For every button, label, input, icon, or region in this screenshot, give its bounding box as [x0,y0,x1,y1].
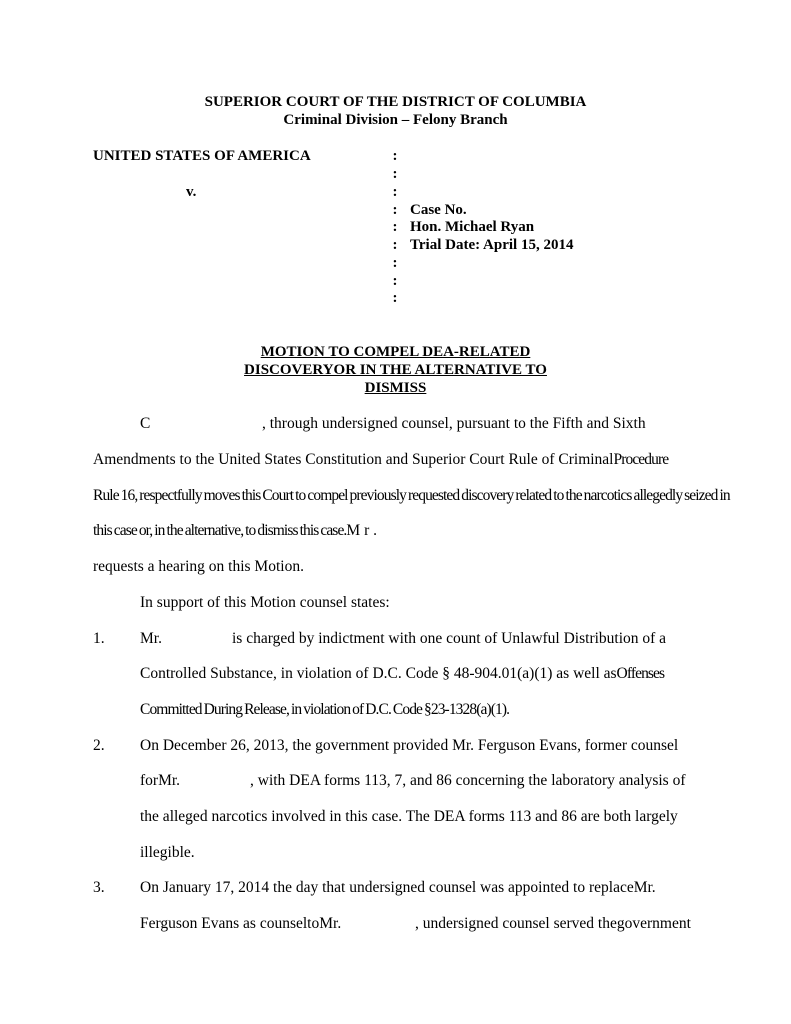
court-division: Criminal Division – Felony Branch [283,112,508,128]
item-2-line-3: the alleged narcotics involved in this case. The DEA forms 113 and 86 are both largely [140,808,678,825]
intro-line-2-compressed: Procedure [613,451,669,468]
caption-colon: : [392,184,398,200]
court-name: SUPERIOR COURT OF THE DISTRICT OF COLUMBIA [204,94,587,110]
caption-colon: : [392,237,398,253]
item-1-line-2 [140,665,664,683]
item-2-formr: forMr. [140,772,181,789]
item-1-line-2-text: Controlled Substance, in violation of D.C. Code § 48-904.01(a)(1) as well as [140,665,617,682]
caption-colon: : [392,219,398,235]
item-1-line-1: is charged by indictment with one count of Unlawful Distribution of a [232,630,667,647]
caption-colon: : [392,202,398,218]
item-2-line-1: On December 26, 2013, the government provided Mr. Ferguson Evans, former counsel [140,737,679,754]
item-2-line-4: illegible. [140,844,195,861]
item-number: 1. [93,630,105,647]
item-2-line-2: , with DEA forms 113, 7, and 86 concerning the laboratory analysis of [250,772,686,789]
motion-title-line-3: DISMISS [364,380,427,396]
versus-label: v. [186,184,197,200]
caption-colon: : [392,273,398,289]
item-3-line-2-end: , undersigned counsel served thegovernment [415,915,691,932]
motion-title-line-2: DISCOVERYOR IN THE ALTERNATIVE TO [244,362,547,378]
intro-line-4 [93,522,377,540]
caption-colon: : [392,166,398,182]
intro-line-1: , through undersigned counsel, pursuant to the Fifth and Sixth [262,415,646,432]
trial-date: Trial Date: April 15, 2014 [410,237,574,253]
item-1-line-3: Committed During Release, in violation of D.C. Code §23-1328(a)(1). [140,701,510,718]
caption-colon: : [392,290,398,306]
intro-initial: C [140,415,151,432]
judge-name: Hon. Michael Ryan [410,219,535,235]
intro-line-2 [93,451,668,469]
motion-title-line-1: MOTION TO COMPEL DEA-RELATED [260,344,531,360]
intro-line-4-text: this case or, in the alternative, to dismiss this case. [93,522,347,539]
intro-line-2-text: Amendments to the United States Constitution and Superior Court Rule of Criminal [93,451,614,468]
caption-colon: : [392,148,398,164]
item-1-line-2-compressed: Offenses [616,665,665,682]
item-number: 3. [93,879,105,896]
item-3-line-2: Ferguson Evans as counseltoMr. [140,915,342,932]
intro-line-3: Rule 16, respectfully moves this Court to compel previously requested discovery related to the narcotics allegedly seized in [93,487,730,504]
item-1-mr: Mr. [140,630,162,647]
case-number: Case No. [410,202,467,218]
intro-line-4-name: M r . [346,522,377,539]
plaintiff-name: UNITED STATES OF AMERICA [93,148,311,164]
item-3-line-1: On January 17, 2014 the day that undersigned counsel was appointed to replaceMr. [140,879,656,896]
caption-colon: : [392,255,398,271]
intro-line-5: requests a hearing on this Motion. [93,558,304,575]
item-number: 2. [93,737,105,754]
support-statement: In support of this Motion counsel states: [140,594,390,611]
